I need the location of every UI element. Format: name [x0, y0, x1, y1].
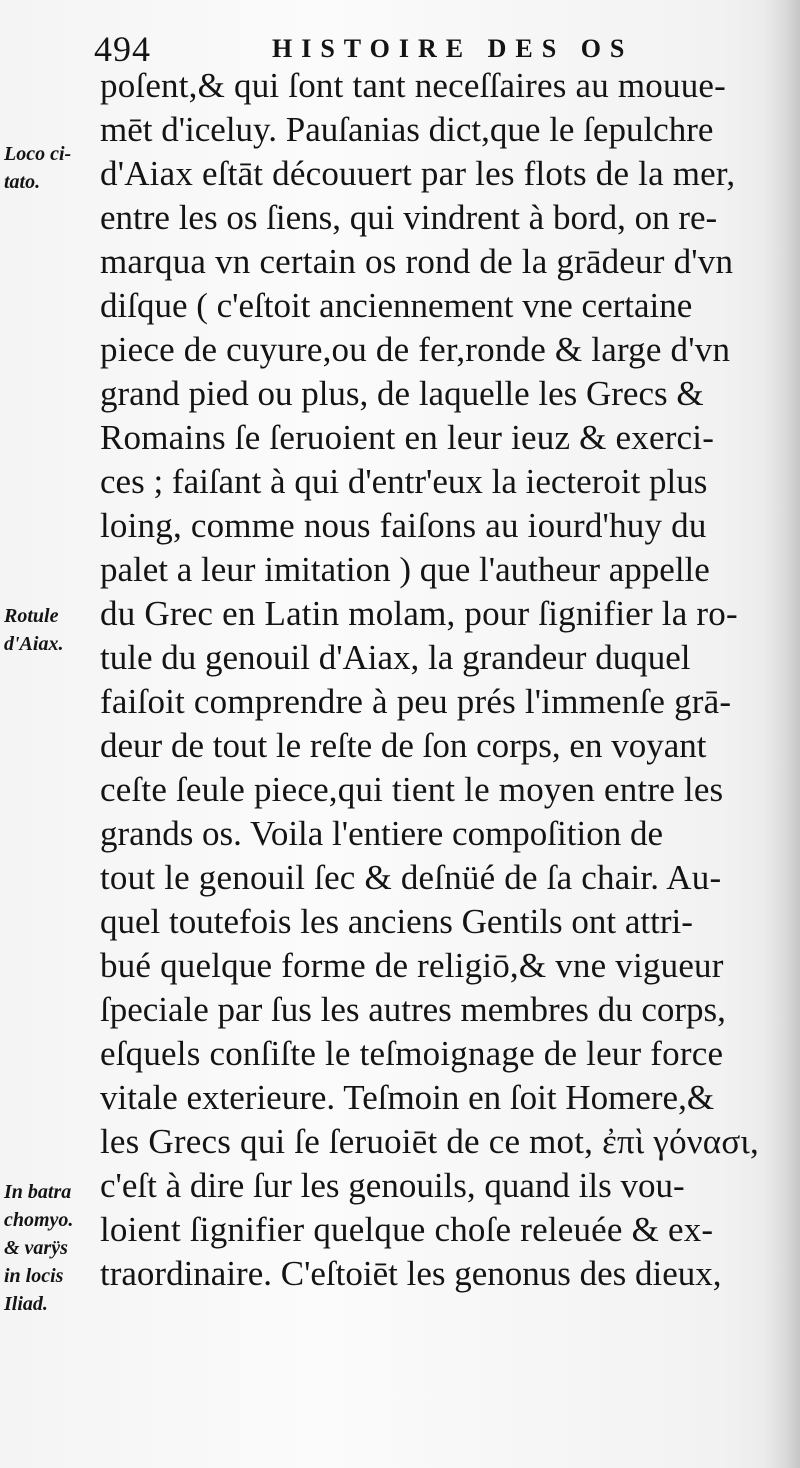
text-line: diſque ( c'eſtoit anciennement vne certaine: [100, 286, 693, 325]
text-line: traordinaire. C'eſtoiēt les genonus des dieux,: [100, 1254, 722, 1293]
text-line: du Grec en Latin molam, pour ſignifier la ro-: [100, 594, 738, 633]
text-line: palet a leur imitation ) que l'autheur appelle: [100, 550, 710, 589]
running-title: HISTOIRE DES OS: [272, 34, 634, 63]
text-line: quel toutefois les anciens Gentils ont attri-: [100, 902, 693, 941]
text-line: loing, comme nous faiſons au iourd'huy du: [100, 506, 707, 545]
margin-note-line: tato.: [4, 171, 41, 193]
text-line: Romains ſe ſeruoient en leur ieuz & exerci-: [100, 418, 715, 457]
margin-note-rotule: [4, 602, 100, 658]
text-line: eſquels conſiſte le teſmoignage de leur force: [100, 1034, 724, 1073]
text-line: entre les os ſiens, qui vindrent à bord, on re-: [100, 198, 718, 237]
margin-note-line: chomyo.: [4, 1209, 74, 1231]
text-line: marqua vn certain os rond de la grādeur d'vn: [100, 242, 734, 281]
margin-note-line: Loco ci-: [4, 143, 72, 165]
text-line: loient ſignifier quelque choſe releuée & ex-: [100, 1210, 714, 1249]
text-line: deur de tout le reſte de ſon corps, en voyant: [100, 726, 707, 765]
text-line: c'eſt à dire ſur les genouils, quand ils vou-: [100, 1166, 685, 1205]
margin-note-line: d'Aiax.: [4, 633, 64, 655]
margin-note-line: In batra: [4, 1181, 72, 1203]
margin-note-line: Rotule: [4, 605, 59, 627]
text-line: ces ; faiſant à qui d'entr'eux la iecteroit plus: [100, 462, 708, 501]
page-number: 494: [94, 29, 151, 69]
text-line: piece de cuyure,ou de fer,ronde & large d'vn: [100, 330, 731, 369]
margin-note-line: in locis: [4, 1265, 64, 1287]
margin-note-line: & varÿs: [4, 1237, 68, 1259]
text-line: tout le genouil ſec & deſnüé de ſa chair. Au-: [100, 858, 722, 897]
text-line: ſpeciale par ſus les autres membres du corps,: [100, 990, 726, 1029]
text-line: vitale exterieure. Teſmoin en ſoit Homere,&: [100, 1078, 715, 1117]
text-line: mēt d'iceluy. Pauſanias dict,que le ſepulchre: [100, 110, 714, 149]
text-line: les Grecs qui ſe ſeruoiēt de ce mot, ἐπὶ γόνασι,: [100, 1122, 759, 1161]
text-line: faiſoit comprendre à peu prés l'immenſe grā-: [100, 682, 732, 721]
margin-note-line: Iliad.: [4, 1293, 48, 1315]
text-line: poſent,& qui ſont tant neceſſaires au mouue-: [100, 66, 726, 105]
body-text: [100, 64, 780, 1296]
margin-note-in-batrachomyo: [4, 1178, 100, 1318]
text-line: ceſte ſeule piece,qui tient le moyen entre les: [100, 770, 724, 809]
text-line: tule du genouil d'Aiax, la grandeur duquel: [100, 638, 691, 677]
text-line: d'Aiax eſtāt découuert par les flots de la mer,: [100, 154, 736, 193]
text-line: grand pied ou plus, de laquelle les Grecs &: [100, 374, 704, 413]
text-line: grands os. Voila l'entiere compoſition de: [100, 814, 663, 853]
text-line: bué quelque forme de religiō,& vne vigueur: [100, 946, 724, 985]
margin-note-loco-citato: [4, 140, 100, 196]
